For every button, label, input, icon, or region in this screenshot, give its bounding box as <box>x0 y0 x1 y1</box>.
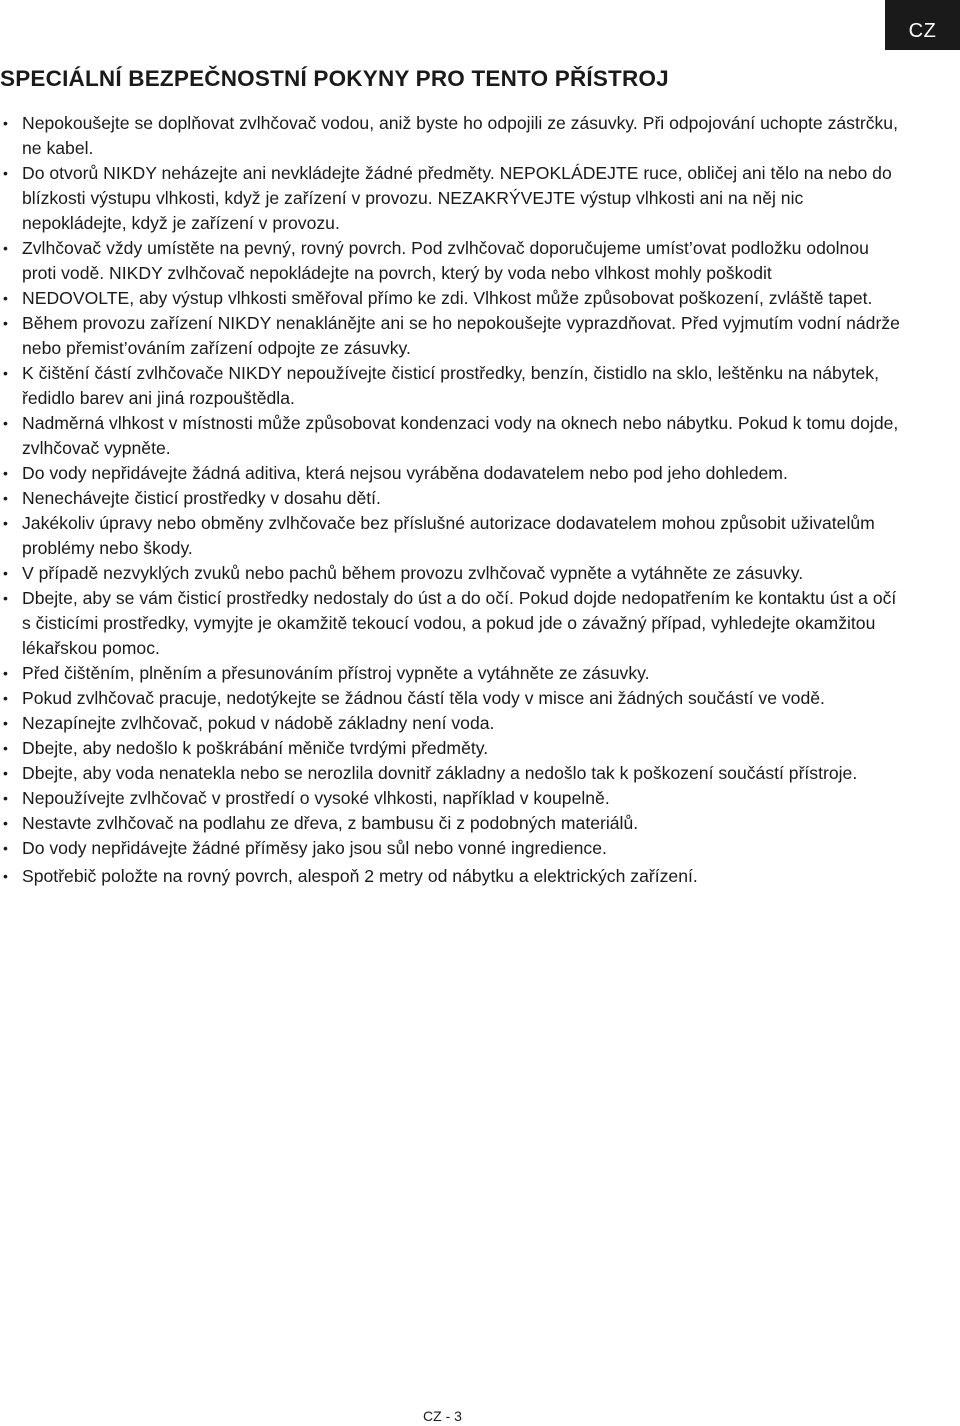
list-item-text: Před čištěním, plněním a přesunováním přístroj vypněte a vytáhněte ze zásuvky. <box>22 663 650 683</box>
list-item <box>0 786 900 811</box>
bullet-icon: • <box>3 115 8 131</box>
list-item-text: Do vody nepřidávejte žádná aditiva, která nejsou vyráběna dodavatelem nebo pod jeho dohledem. <box>22 463 788 483</box>
list-item <box>0 511 900 561</box>
list-item <box>0 461 900 486</box>
list-item <box>0 361 900 411</box>
list-item-text: Nenechávejte čisticí prostředky v dosahu dětí. <box>22 488 381 508</box>
bullet-icon: • <box>3 290 8 306</box>
list-item <box>0 761 900 786</box>
list-item <box>0 311 900 361</box>
bullet-icon: • <box>3 665 8 681</box>
bullet-icon: • <box>3 790 8 806</box>
bullet-icon: • <box>3 240 8 256</box>
list-item <box>0 811 900 836</box>
list-item-text: Do otvorů NIKDY neházejte ani nevkládejte žádné předměty. NEPOKLÁDEJTE ruce, obličej ani tělo na nebo do blízkosti výstupu vlhkosti, když je zařízení v provozu. NEZAKRÝVEJTE výstup vlhkosti ani na něj nic nepokládejte, když je zařízení v provozu. <box>22 163 892 233</box>
list-item <box>0 836 900 861</box>
language-tab-label: CZ <box>908 19 937 42</box>
bullet-icon: • <box>3 740 8 756</box>
list-item <box>0 686 900 711</box>
list-item-text: NEDOVOLTE, aby výstup vlhkosti směřoval přímo ke zdi. Vlhkost může způsobovat poškození, zvláště tapet. <box>22 288 873 308</box>
list-item <box>0 111 900 161</box>
bullet-icon: • <box>3 365 8 381</box>
list-item <box>0 286 900 311</box>
list-item <box>0 661 900 686</box>
bullet-icon: • <box>3 465 8 481</box>
list-item-text: V případě nezvyklých zvuků nebo pachů během provozu zvlhčovač vypněte a vytáhněte ze zásuvky. <box>22 563 804 583</box>
bullet-icon: • <box>3 765 8 781</box>
bullet-icon: • <box>3 565 8 581</box>
list-item <box>0 864 900 889</box>
list-item-text: Nezapínejte zvlhčovač, pokud v nádobě základny není voda. <box>22 713 495 733</box>
bullet-icon: • <box>3 715 8 731</box>
list-item-text: Dbejte, aby nedošlo k poškrábání měniče tvrdými předměty. <box>22 738 489 758</box>
list-item <box>0 236 900 286</box>
list-item <box>0 486 900 511</box>
bullet-icon: • <box>3 868 8 884</box>
bullet-icon: • <box>3 815 8 831</box>
list-item-text: Nepokoušejte se doplňovat zvlhčovač vodou, aniž byste ho odpojili ze zásuvky. Při odpojování uchopte zástrčku, ne kabel. <box>22 113 898 158</box>
bullet-icon: • <box>3 415 8 431</box>
list-item <box>0 736 900 761</box>
list-item-text: Zvlhčovač vždy umístěte na pevný, rovný povrch. Pod zvlhčovač doporučujeme umíst’ovat podložku odolnou proti vodě. NIKDY zvlhčovač nepokládejte na povrch, který by voda nebo vlhkost mohly poškodit <box>22 238 869 283</box>
bullet-icon: • <box>3 490 8 506</box>
list-item-text: Dbejte, aby voda nenatekla nebo se nerozlila dovnitř základny a nedošlo tak k poškození součástí přístroje. <box>22 763 858 783</box>
bullet-icon: • <box>3 315 8 331</box>
list-item-text: Pokud zvlhčovač pracuje, nedotýkejte se žádnou částí těla vody v misce ani žádných součástí ve vodě. <box>22 688 825 708</box>
safety-instructions-list <box>0 111 900 889</box>
list-item <box>0 161 900 236</box>
bullet-icon: • <box>3 840 8 856</box>
list-item <box>0 411 900 461</box>
list-item-text: Během provozu zařízení NIKDY nenaklánějte ani se ho nepokoušejte vyprazdňovat. Před vyjmutím vodní nádrže nebo přemist’ováním zařízení odpojte ze zásuvky. <box>22 313 900 358</box>
list-item <box>0 711 900 736</box>
list-item-text: Nestavte zvlhčovač na podlahu ze dřeva, z bambusu či z podobných materiálů. <box>22 813 639 833</box>
list-item <box>0 561 900 586</box>
list-item-text: Dbejte, aby se vám čisticí prostředky nedostaly do úst a do očí. Pokud dojde nedopatřením ke kontaktu úst a očí s čisticími prostředky, vymyjte je okamžitě tekoucí vodou, a pokud jde o závažný případ, vyhledejte okamžitou lékařskou pomoc. <box>22 588 897 658</box>
list-item <box>0 586 900 661</box>
language-tab <box>885 0 960 50</box>
list-item-text: Nadměrná vlhkost v místnosti může způsobovat kondenzaci vody na oknech nebo nábytku. Pokud k tomu dojde, zvlhčovač vypněte. <box>22 413 899 458</box>
bullet-icon: • <box>3 690 8 706</box>
list-item-text: Nepoužívejte zvlhčovač v prostředí o vysoké vlhkosti, například v koupelně. <box>22 788 610 808</box>
list-item-text: Spotřebič položte na rovný povrch, alespoň 2 metry od nábytku a elektrických zařízení. <box>22 866 698 886</box>
list-item-text: Do vody nepřidávejte žádné příměsy jako jsou sůl nebo vonné ingredience. <box>22 838 607 858</box>
bullet-icon: • <box>3 165 8 181</box>
bullet-icon: • <box>3 515 8 531</box>
page-number: CZ - 3 <box>423 1408 462 1424</box>
list-item-text: K čištění částí zvlhčovače NIKDY nepoužívejte čisticí prostředky, benzín, čistidlo na sklo, leštěnku na nábytek, ředidlo barev ani jiná rozpouštědla. <box>22 363 879 408</box>
page-title: SPECIÁLNÍ BEZPEČNOSTNÍ POKYNY PRO TENTO PŘÍSTROJ <box>0 66 669 91</box>
bullet-icon: • <box>3 590 8 606</box>
list-item-text: Jakékoliv úpravy nebo obměny zvlhčovače bez příslušné autorizace dodavatelem mohou způsobit uživatelům problémy nebo škody. <box>22 513 875 558</box>
